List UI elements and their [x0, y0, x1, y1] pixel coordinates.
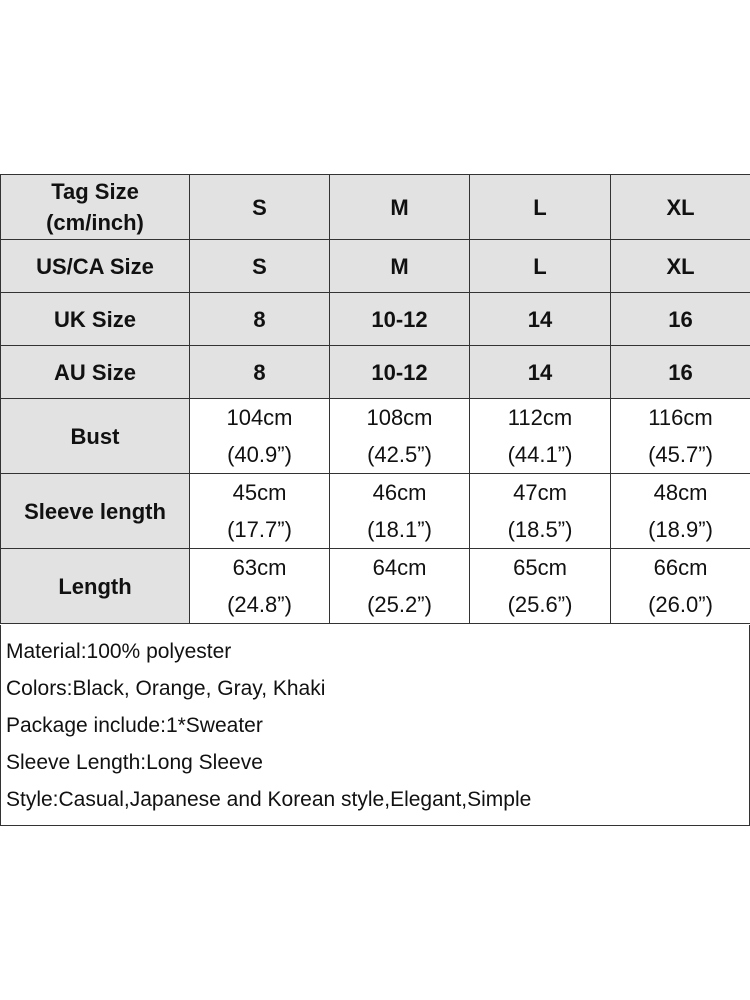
table-cell: 8: [190, 346, 330, 399]
note-colors: Colors:Black, Orange, Gray, Khaki: [6, 677, 326, 700]
cm-value: 48cm: [653, 480, 708, 505]
cm-value: 66cm: [653, 555, 708, 580]
table-row: [1, 549, 750, 624]
table-cell: [330, 474, 470, 549]
product-notes: [0, 625, 750, 826]
table-cell: 16: [611, 293, 750, 346]
table-cell: [190, 549, 330, 624]
table-cell: M: [330, 240, 470, 293]
cm-value: 65cm: [513, 555, 567, 580]
table-cell: 14: [470, 346, 611, 399]
cm-value: 63cm: [232, 555, 287, 580]
table-cell: 10-12: [330, 346, 470, 399]
table-cell: XL: [611, 240, 750, 293]
table-row: [1, 474, 750, 549]
row-label: Length: [1, 549, 190, 624]
inch-value: (18.9”): [648, 517, 713, 542]
row-label: Sleeve length: [1, 474, 190, 549]
table-cell: L: [470, 240, 611, 293]
inch-value: (45.7”): [648, 442, 713, 467]
table-cell: S: [190, 240, 330, 293]
table-cell: [330, 399, 470, 474]
table-cell: 14: [470, 293, 611, 346]
inch-value: (17.7”): [227, 517, 292, 542]
note-material: Material:100% polyester: [6, 640, 232, 663]
note-style: Style:Casual,Japanese and Korean style,Elegant,Simple: [6, 788, 532, 811]
table-row: [1, 240, 750, 293]
inch-value: (18.1”): [367, 517, 432, 542]
table-cell: [611, 549, 750, 624]
row-label: US/CA Size: [1, 240, 190, 293]
inch-value: (26.0”): [648, 592, 713, 617]
size-chart-table: [0, 174, 750, 624]
table-cell: 16: [611, 346, 750, 399]
table-cell: [470, 549, 611, 624]
table-row: [1, 293, 750, 346]
row-label: Bust: [1, 399, 190, 474]
note-sleeve-length: Sleeve Length:Long Sleeve: [6, 751, 263, 774]
cm-value: 104cm: [226, 405, 293, 430]
table-cell: [470, 474, 611, 549]
table-cell: [190, 399, 330, 474]
row-label: UK Size: [1, 293, 190, 346]
inch-value: (42.5”): [367, 442, 432, 467]
inch-value: (40.9”): [227, 442, 292, 467]
cm-value: 116cm: [648, 405, 713, 430]
inch-value: (25.2”): [367, 592, 432, 617]
inch-value: (24.8”): [227, 592, 292, 617]
table-cell: 10-12: [330, 293, 470, 346]
table-row: [1, 346, 750, 399]
row-label: AU Size: [1, 346, 190, 399]
size-header-s: S: [190, 175, 330, 240]
table-header-row: [1, 175, 750, 240]
cm-value: 46cm: [372, 480, 427, 505]
inch-value: (18.5”): [507, 517, 573, 542]
table-cell: [470, 399, 611, 474]
table-cell: [611, 474, 750, 549]
cm-value: 64cm: [372, 555, 427, 580]
inch-value: (25.6”): [507, 592, 573, 617]
table-cell: [611, 399, 750, 474]
table-cell: [330, 549, 470, 624]
table-cell: 8: [190, 293, 330, 346]
tag-size-header: Tag Size (cm/inch): [1, 175, 190, 240]
size-header-m: M: [330, 175, 470, 240]
cm-value: 47cm: [513, 480, 567, 505]
table-cell: [190, 474, 330, 549]
size-header-xl: XL: [611, 175, 750, 240]
table-row: [1, 399, 750, 474]
cm-value: 108cm: [366, 405, 433, 430]
inch-value: (44.1”): [507, 442, 573, 467]
cm-value: 112cm: [507, 405, 573, 430]
cm-value: 45cm: [232, 480, 287, 505]
size-header-l: L: [470, 175, 611, 240]
note-package: Package include:1*Sweater: [6, 714, 263, 737]
